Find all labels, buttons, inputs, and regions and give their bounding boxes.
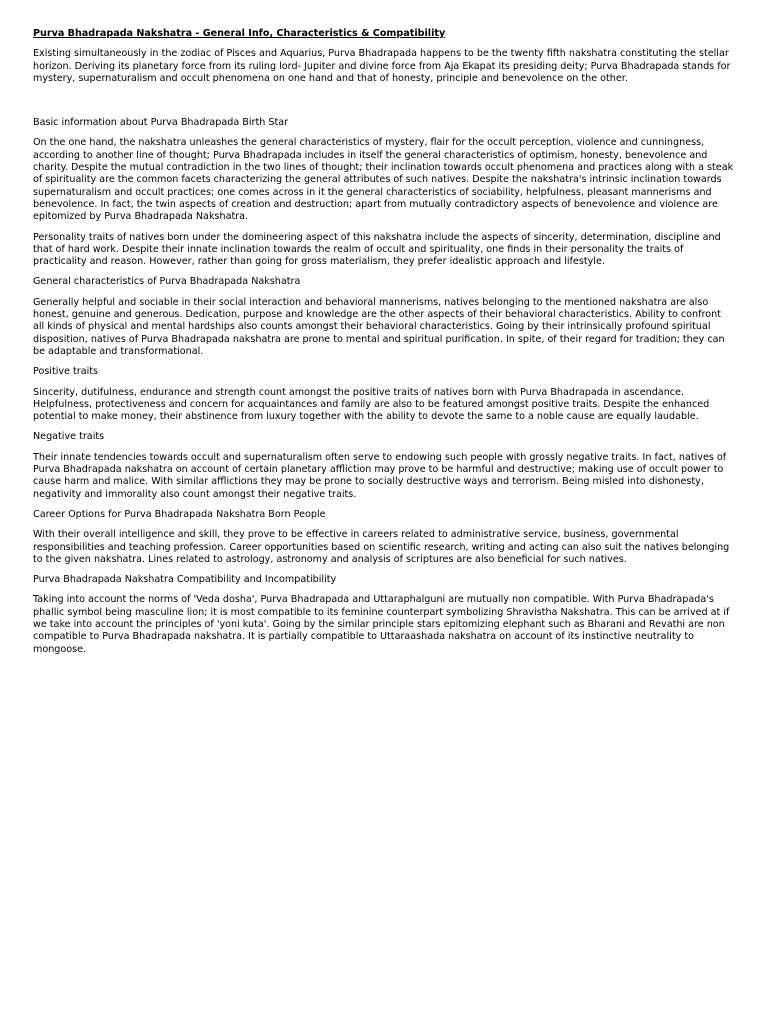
section-heading-negative: Negative traits — [33, 431, 105, 443]
section-heading-career: Career Options for Purva Bhadrapada Nakshatra Born People — [33, 508, 326, 520]
section-spacer — [33, 93, 735, 117]
basic-paragraph-2: Personality traits of natives born under the domineering aspect of this nakshatra include the aspects of sincerity, determination, discipline and that of hard work. Despite their innate inclination towards the realm of occult and spirituality, one finds in their personality the traits of practicality and reason. However, rather than going for gross materialism, they prefer idealistic approach and lifestyle. — [33, 231, 721, 268]
compatibility-paragraph: Taking into account the norms of 'Veda dosha', Purva Bhadrapada and Uttaraphalguni are mutually non compatible. With Purva Bhadrapada's phallic symbol being masculine lion; it is most compatible to its feminine counterpart symbolizing Shravistha Nakshatra. This can be arrived at if we take into account the principles of 'yoni kuta'. Going by the similar principle stars epitomizing elephant such as Bharani and Revathi are non compatible to Purva Bhadrapada nakshatra. It is partially compatible to Uttaraashada nakshatra on account of its instinctive neutrality to mongoose. — [33, 594, 730, 655]
general-paragraph: Generally helpful and sociable in their social interaction and behavioral mannerisms, natives belonging to the mentioned nakshatra are also honest, genuine and generous. Dedication, purpose and knowledge are the other aspects of their behavioral characteristics. Ability to confront all kinds of physical and mental hardships also counts amongst their behavioral characteristics. Going by their intrinsically profound spiritual disposition, natives of Purva Bhadrapada nakshatra are prone to mental and spiritual purification. In spite, of their regard for tradition; they can be adaptable and transformational. — [33, 296, 725, 357]
document-page — [33, 28, 735, 664]
section-heading-compatibility: Purva Bhadrapada Nakshatra Compatibility and Incompatibility — [33, 574, 337, 586]
section-heading-general: General characteristics of Purva Bhadrapada Nakshatra — [33, 276, 301, 288]
career-paragraph: With their overall intelligence and skill, they prove to be effective in careers related to administrative service, business, governmental responsibilities and teaching profession. Career opportunities based on scientific research, writing and acting can also suit the natives belonging to the given nakshatra. Lines related to astrology, astronomy and analysis of scriptures are also beneficial for such natives. — [33, 529, 730, 565]
section-heading-positive: Positive traits — [33, 366, 99, 378]
intro-paragraph: Existing simultaneously in the zodiac of Pisces and Aquarius, Purva Bhadrapada happens to be the twenty fifth nakshatra constituting the stellar horizon. Deriving its planetary force from its ruling lord- Jupiter and divine force from Aja Ekapat its presiding deity; Purva Bhadrapada stands for mystery, supernaturalism and occult phenomena on one hand and that of honesty, principle and benevolence on the other. — [33, 48, 731, 84]
basic-paragraph-1: On the one hand, the nakshatra unleashes the general characteristics of mystery, flair for the occult perception, violence and cunningness, according to another line of thought; Purva Bhadrapada includes in itself the general characteristics of optimism, honesty, benevolence and charity. Despite the mutual contradiction in the two lines of thought; their inclination towards occult phenomena and practices along with a steak of spirituality are the common facets characterizing the general attributes of such natives. Despite the nakshatra's intrinsic inclination towards supernaturalism and occult practices; one comes across in it the general characteristics of sociability, helpfulness, pleasant mannerisms and benevolence. In fact, the twin aspects of creation and destruction; apart from mutually contradictory aspects of benevolence and violence are epitomized by Purva Bhadrapada Nakshatra. — [33, 137, 734, 223]
document-title: Purva Bhadrapada Nakshatra - General Info, Characteristics & Compatibility — [33, 28, 446, 39]
section-heading-basic: Basic information about Purva Bhadrapada Birth Star — [33, 117, 289, 129]
positive-paragraph: Sincerity, dutifulness, endurance and strength count amongst the positive traits of natives born with Purva Bhadrapada in ascendance. Helpfulness, protectiveness and concern for acquaintances and family are also to be featured amongst positive traits. Despite the enhanced potential to make money, their abstinence from luxury together with the ability to devote the same to a noble cause are equally laudable. — [33, 386, 710, 423]
negative-paragraph: Their innate tendencies towards occult and supernaturalism often serve to endowing such people with grossly negative traits. In fact, natives of Purva Bhadrapada nakshatra on account of certain planetary affliction may prove to be harmful and destructive; making use of occult power to cause harm and malice. With similar afflictions they may be prone to socially destructive ways and terrorism. Being misled into dishonesty, negativity and immorality also count amongst their negative traits. — [33, 451, 727, 500]
